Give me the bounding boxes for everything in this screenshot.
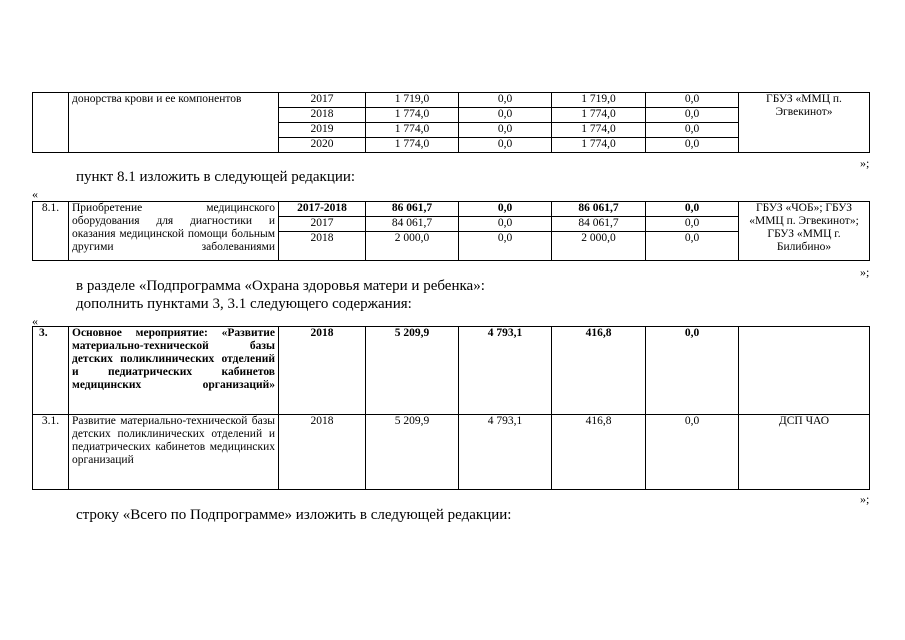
total-cell: 1 719,0 — [366, 93, 459, 108]
year-cell: 2018 — [279, 108, 366, 123]
program-table-fragment — [32, 92, 870, 153]
federal-budget-cell: 0,0 — [459, 108, 552, 123]
district-budget-cell: 2 000,0 — [552, 232, 646, 261]
year-cell: 2017 — [279, 217, 366, 232]
item-8-1-table — [32, 201, 870, 261]
row-number-cell: 8.1. — [33, 202, 69, 261]
other-sources-cell: 0,0 — [646, 93, 739, 108]
other-sources-cell: 0,0 — [646, 217, 739, 232]
other-sources-cell: 0,0 — [646, 202, 739, 217]
instruction-paragraph: пункт 8.1 изложить в следующей редакции: — [76, 169, 356, 185]
measure-name-cell: Приобретение медицинского оборудования для диагностики и оказания медицинской помощи больным другими заболеваниями — [69, 202, 279, 261]
other-sources-cell: 0,0 — [646, 108, 739, 123]
executor-cell — [739, 327, 870, 415]
total-cell: 84 061,7 — [366, 217, 459, 232]
items-3-table — [32, 326, 870, 490]
federal-budget-cell: 4 793,1 — [459, 415, 552, 490]
total-cell: 1 774,0 — [366, 123, 459, 138]
executor-cell: ДСП ЧАО — [739, 415, 870, 490]
other-sources-cell: 0,0 — [646, 415, 739, 490]
total-cell: 5 209,9 — [366, 327, 459, 415]
table-row — [33, 202, 870, 217]
measure-name-cell: Основное мероприятие: «Развитие материально-технической базы детских поликлинических отделений и педиатрических кабинетов медицинских организаций» — [69, 327, 279, 415]
year-cell: 2017-2018 — [279, 202, 366, 217]
year-cell: 2017 — [279, 93, 366, 108]
total-cell: 2 000,0 — [366, 232, 459, 261]
district-budget-cell: 84 061,7 — [552, 217, 646, 232]
opening-quote-mark: « — [32, 314, 38, 328]
year-cell: 2018 — [279, 415, 366, 490]
year-cell: 2018 — [279, 232, 366, 261]
instruction-paragraph: дополнить пунктами 3, 3.1 следующего содержания: — [76, 296, 412, 312]
closing-quote-mark: »; — [860, 265, 870, 279]
row-number-cell: 3.1. — [33, 415, 69, 490]
federal-budget-cell: 0,0 — [459, 232, 552, 261]
federal-budget-cell: 0,0 — [459, 123, 552, 138]
closing-quote-mark: »; — [860, 156, 870, 170]
year-cell: 2020 — [279, 138, 366, 153]
district-budget-cell: 416,8 — [552, 415, 646, 490]
row-number-cell — [33, 93, 69, 153]
total-cell: 5 209,9 — [366, 415, 459, 490]
table-row — [33, 93, 870, 108]
federal-budget-cell: 0,0 — [459, 93, 552, 108]
row-number-cell: 3. — [33, 327, 69, 415]
district-budget-cell: 1 774,0 — [552, 123, 646, 138]
other-sources-cell: 0,0 — [646, 138, 739, 153]
opening-quote-mark: « — [32, 187, 38, 201]
table-row — [33, 415, 870, 490]
measure-name-cell: донорства крови и ее компонентов — [69, 93, 279, 153]
federal-budget-cell: 0,0 — [459, 138, 552, 153]
measure-name-cell: Развитие материально-технической базы детских поликлинических отделений и педиатрических кабинетов медицинских организаций — [69, 415, 279, 490]
other-sources-cell: 0,0 — [646, 123, 739, 138]
district-budget-cell: 86 061,7 — [552, 202, 646, 217]
executor-cell: ГБУЗ «ММЦ п. Эгвекинот» — [739, 93, 870, 153]
federal-budget-cell: 4 793,1 — [459, 327, 552, 415]
district-budget-cell: 1 774,0 — [552, 108, 646, 123]
federal-budget-cell: 0,0 — [459, 217, 552, 232]
year-cell: 2018 — [279, 327, 366, 415]
instruction-paragraph: в разделе «Подпрограмма «Охрана здоровья матери и ребенка»: — [76, 278, 485, 294]
district-budget-cell: 1 719,0 — [552, 93, 646, 108]
total-cell: 86 061,7 — [366, 202, 459, 217]
district-budget-cell: 416,8 — [552, 327, 646, 415]
table-row — [33, 327, 870, 415]
closing-quote-mark: »; — [860, 492, 870, 506]
district-budget-cell: 1 774,0 — [552, 138, 646, 153]
total-cell: 1 774,0 — [366, 138, 459, 153]
other-sources-cell: 0,0 — [646, 327, 739, 415]
year-cell: 2019 — [279, 123, 366, 138]
executor-cell: ГБУЗ «ЧОБ»; ГБУЗ «ММЦ п. Эгвекинот»; ГБУЗ «ММЦ г. Билибино» — [739, 202, 870, 261]
total-cell: 1 774,0 — [366, 108, 459, 123]
instruction-paragraph: строку «Всего по Подпрограмме» изложить в следующей редакции: — [76, 507, 512, 523]
federal-budget-cell: 0,0 — [459, 202, 552, 217]
other-sources-cell: 0,0 — [646, 232, 739, 261]
